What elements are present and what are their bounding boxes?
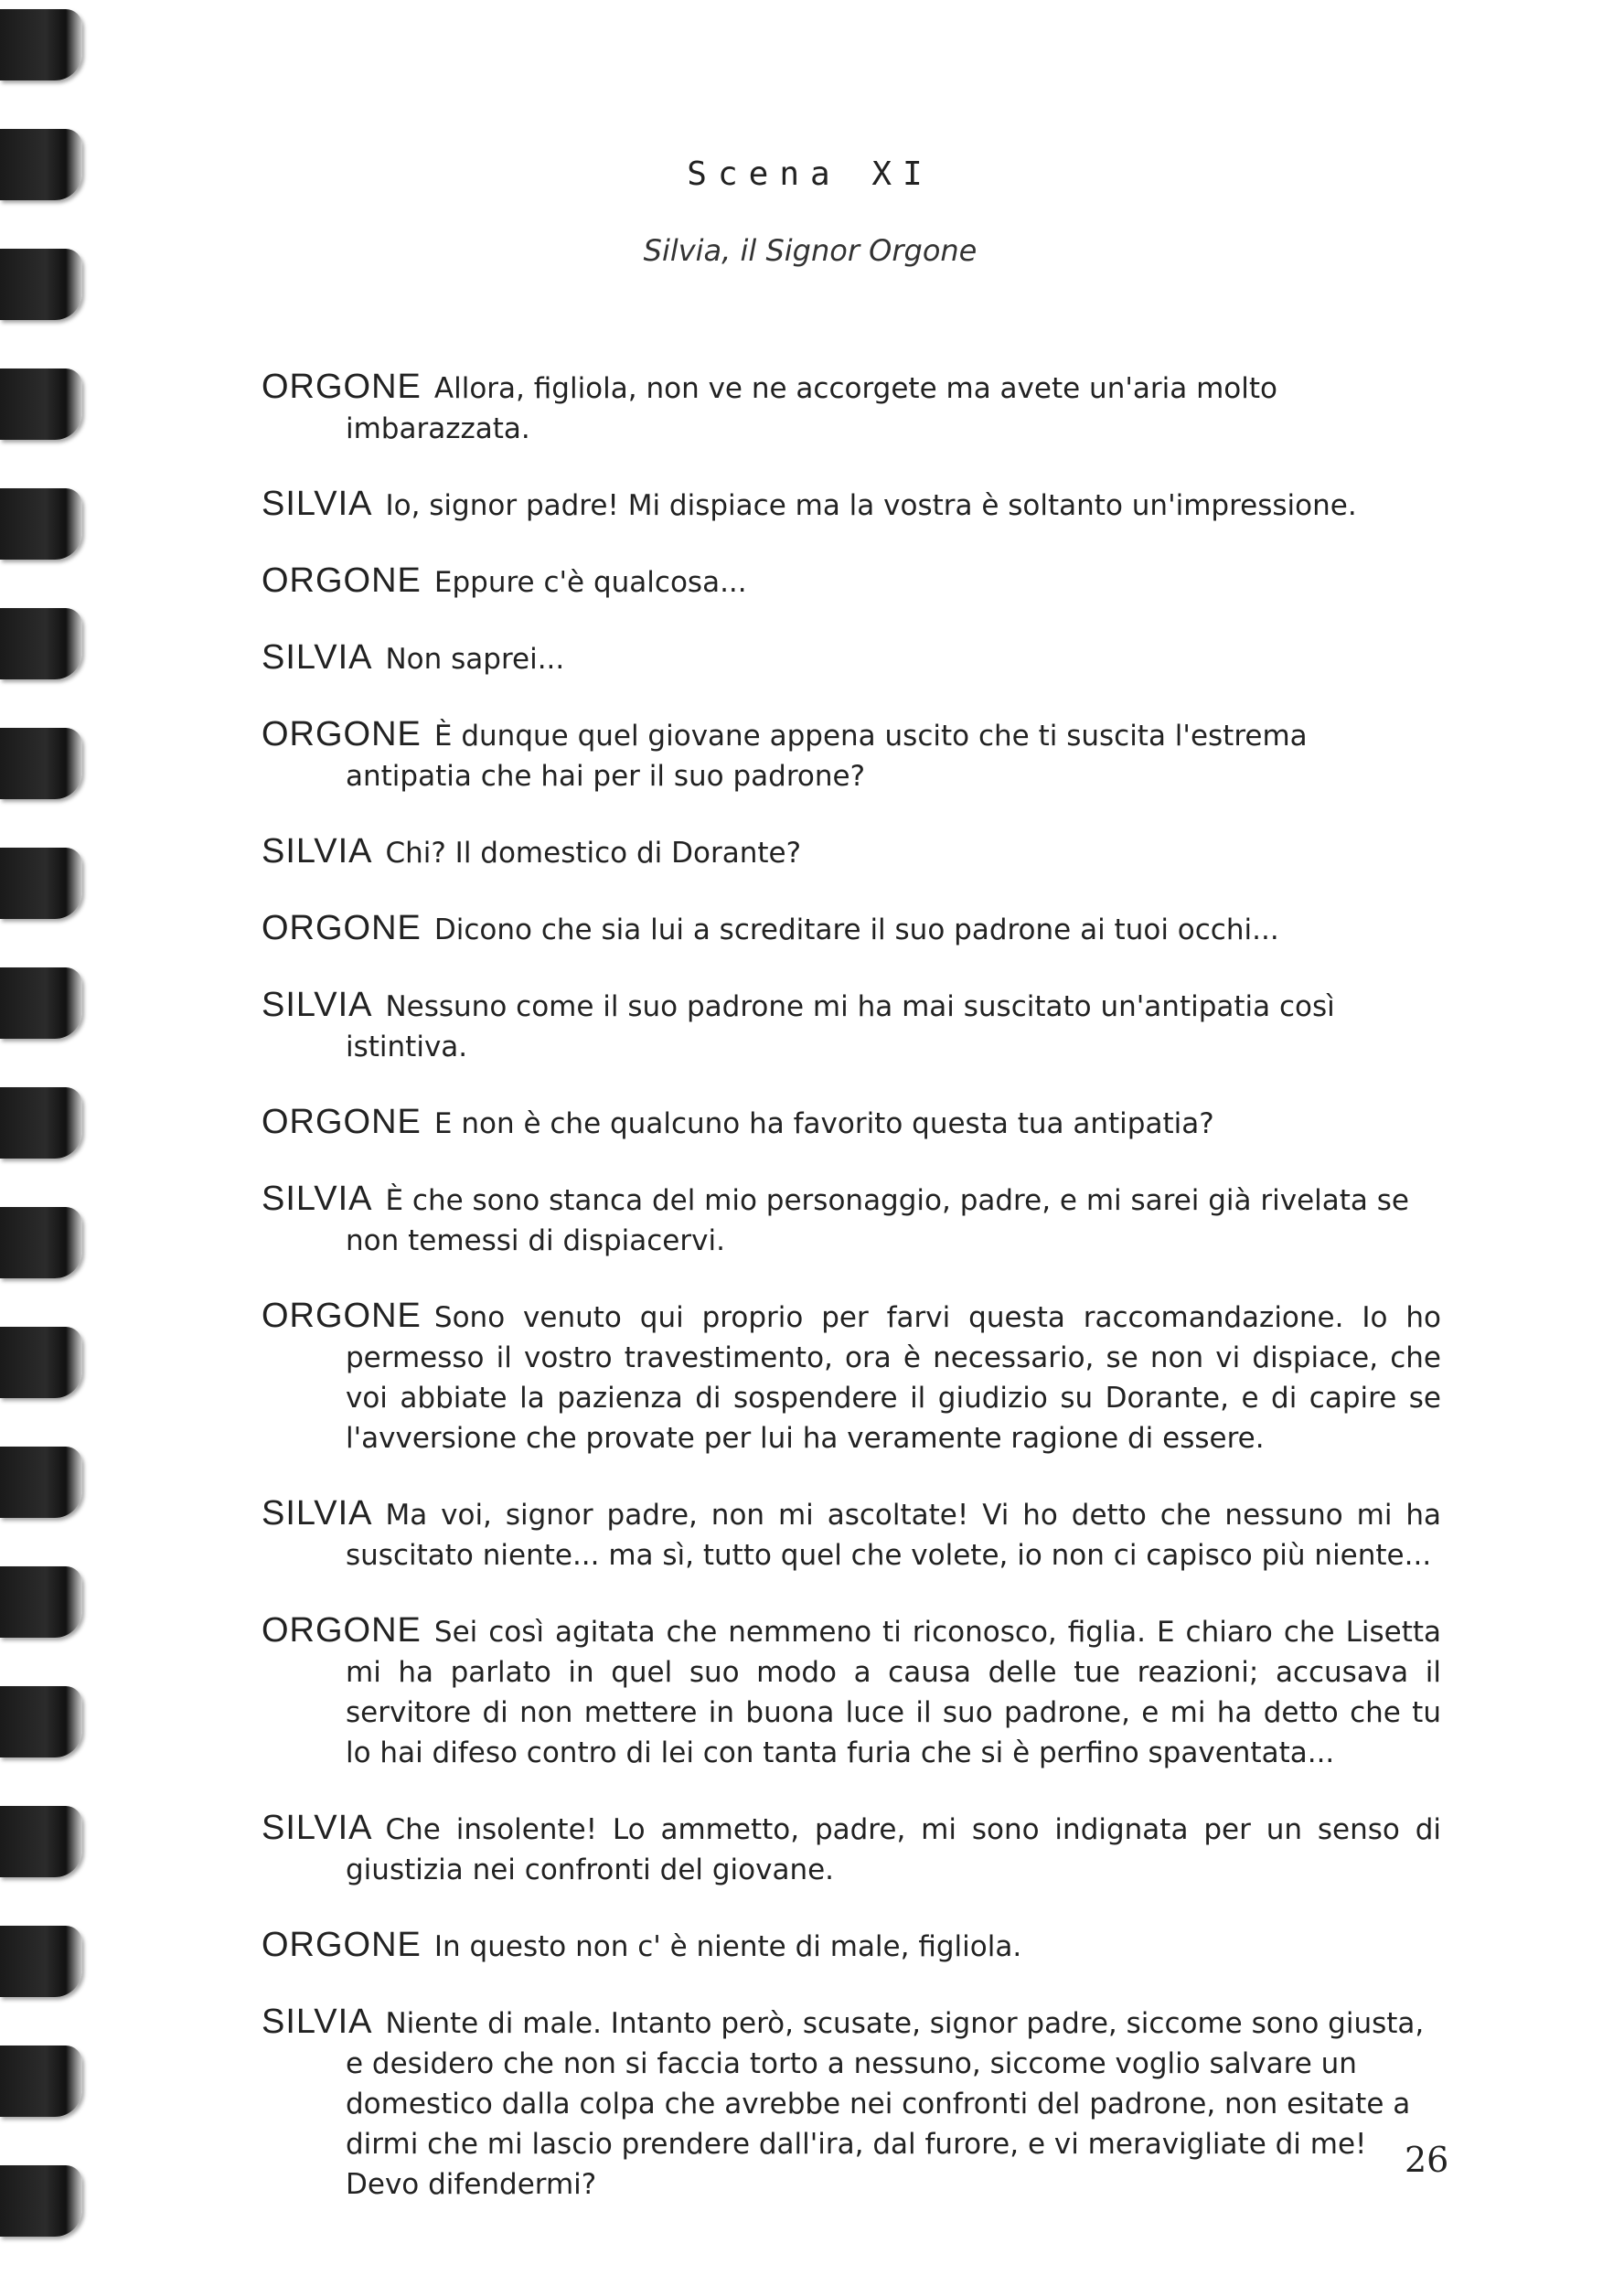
- speaker-name: SILVIA: [262, 485, 373, 523]
- speaker-name: SILVIA: [262, 832, 373, 871]
- line-text: Ma voi, signor padre, non mi ascoltate! Vi ho detto che nessuno mi ha suscitato niente... ma sì, tutto quel che volete, io non ci capisco più niente...: [346, 1499, 1441, 1572]
- speaker-name: ORGONE: [262, 715, 422, 753]
- dialogue-line: [262, 1179, 1441, 1261]
- binding-ring: [0, 1686, 82, 1757]
- dialogue-line: [262, 908, 1441, 950]
- line-text: È che sono stanca del mio personaggio, padre, e mi sarei già rivelata se non temessi di dispiacervi.: [346, 1184, 1409, 1257]
- speaker-name: ORGONE: [262, 909, 422, 947]
- speaker-name: ORGONE: [262, 1297, 422, 1335]
- dialogue-line: [262, 484, 1441, 526]
- page-number: 26: [1405, 2140, 1449, 2180]
- binding-ring: [0, 728, 82, 799]
- dialogue-line: [262, 1610, 1441, 1773]
- binding-ring: [0, 369, 82, 440]
- dialogue-line: [262, 1808, 1441, 1890]
- speaker-name: SILVIA: [262, 1180, 373, 1218]
- speaker-name: SILVIA: [262, 1809, 373, 1847]
- binding-ring: [0, 1207, 82, 1278]
- line-text: Dicono che sia lui a screditare il suo padrone ai tuoi occhi...: [433, 913, 1279, 946]
- dialogue-line: [262, 1296, 1441, 1458]
- line-text: Non saprei...: [385, 643, 565, 676]
- binding-ring: [0, 1566, 82, 1638]
- binding-ring: [0, 967, 82, 1039]
- binding-ring: [0, 1327, 82, 1398]
- dialogue-line: [262, 831, 1441, 873]
- line-text: Allora, figliola, non ve ne accorgete ma avete un'aria molto imbarazzata.: [346, 372, 1277, 445]
- binding-ring: [0, 1806, 82, 1877]
- dialogue-line: [262, 985, 1441, 1067]
- spiral-binding: [0, 0, 101, 2286]
- binding-ring: [0, 2165, 82, 2237]
- speaker-name: ORGONE: [262, 368, 422, 406]
- speaker-name: ORGONE: [262, 1103, 422, 1141]
- binding-ring: [0, 9, 82, 80]
- line-text: In questo non c' è niente di male, figliola.: [433, 1930, 1022, 1963]
- scene-title: Scena XI: [687, 155, 934, 193]
- line-text: È dunque quel giovane appena uscito che ti suscita l'estrema antipatia che hai per il suo padrone?: [346, 720, 1308, 793]
- line-text: Sei così agitata che nemmeno ti riconosco, figlia. E chiaro che Lisetta mi ha parlato in quel suo modo a causa delle tue reazioni; accusava il servitore di non mettere in buona luce il suo padrone, e mi ha detto che tu lo hai difeso contro di lei con tanta furia che si è perfino spaventata...: [346, 1616, 1441, 1769]
- line-text: Chi? Il domestico di Dorante?: [385, 837, 802, 870]
- dialogue: [262, 338, 1441, 2239]
- binding-ring: [0, 129, 82, 200]
- scene-characters: Silvia, il Signor Orgone: [643, 233, 978, 268]
- line-text: Eppure c'è qualcosa...: [433, 566, 747, 599]
- dialogue-line: [262, 367, 1441, 449]
- line-text: Io, signor padre! Mi dispiace ma la vostra è soltanto un'impressione.: [385, 489, 1357, 522]
- binding-ring: [0, 2046, 82, 2117]
- dialogue-line: [262, 1102, 1441, 1144]
- binding-ring: [0, 1087, 82, 1159]
- line-text: E non è che qualcuno ha favorito questa tua antipatia?: [433, 1107, 1214, 1140]
- speaker-name: SILVIA: [262, 638, 373, 677]
- dialogue-line: [262, 561, 1441, 603]
- binding-ring: [0, 1447, 82, 1518]
- dialogue-line: [262, 637, 1441, 679]
- line-text: Che insolente! Lo ammetto, padre, mi sono indignata per un senso di giustizia nei confronti del giovane.: [346, 1813, 1441, 1886]
- dialogue-line: [262, 2002, 1441, 2205]
- binding-ring: [0, 848, 82, 919]
- binding-ring: [0, 249, 82, 320]
- dialogue-line: [262, 1925, 1441, 1967]
- line-text: Niente di male. Intanto però, scusate, signor padre, siccome sono giusta, e desidero che non si faccia torto a nessuno, siccome voglio salvare un domestico dalla colpa che avrebbe nei confronti del padrone, non esitate a dirmi che mi lascio prendere dall'ira, dal furore, e vi meravigliate di me! Devo difendermi?: [346, 2007, 1425, 2201]
- line-text: Nessuno come il suo padrone mi ha mai suscitato un'antipatia così istintiva.: [346, 990, 1335, 1063]
- speaker-name: SILVIA: [262, 1494, 373, 1533]
- speaker-name: SILVIA: [262, 986, 373, 1024]
- dialogue-line: [262, 1493, 1441, 1576]
- line-text: Sono venuto qui proprio per farvi questa raccomandazione. Io ho permesso il vostro travestimento, ora è necessario, se non vi dispiace, che voi abbiate la pazienza di sospendere il giudizio su Dorante, e di capire se l'avversione che provate per lui ha veramente ragione di essere.: [346, 1301, 1441, 1455]
- speaker-name: SILVIA: [262, 2003, 373, 2041]
- dialogue-line: [262, 714, 1441, 796]
- speaker-name: ORGONE: [262, 1611, 422, 1650]
- binding-ring: [0, 1926, 82, 1997]
- speaker-name: ORGONE: [262, 1926, 422, 1964]
- speaker-name: ORGONE: [262, 561, 422, 600]
- binding-ring: [0, 608, 82, 679]
- binding-ring: [0, 488, 82, 560]
